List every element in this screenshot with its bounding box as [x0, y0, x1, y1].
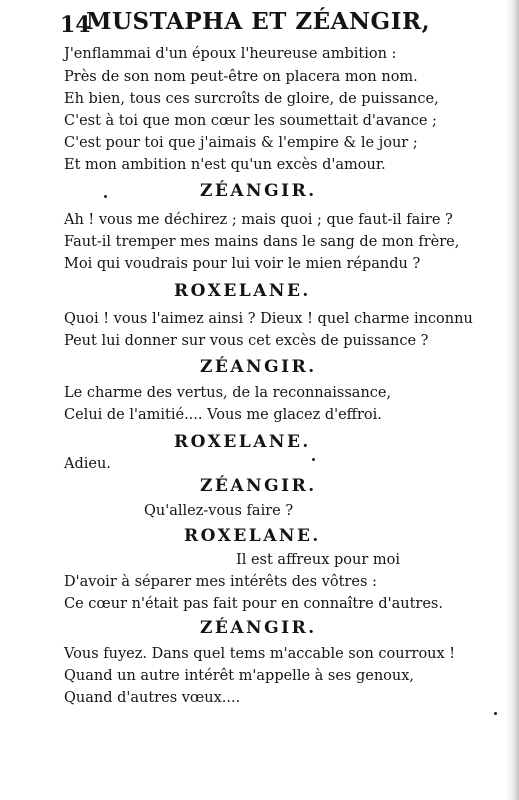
print-speck [104, 195, 107, 198]
verse-line: Quoi ! vous l'aimez ainsi ? Dieux ! quel charme inconnu [64, 311, 473, 327]
speaker-name: ZÉANGIR. [200, 357, 317, 377]
running-title: MUSTAPHA ET ZÉANGIR, [86, 8, 431, 35]
speaker-name: ZÉANGIR. [200, 476, 317, 496]
verse-line: Faut-il tremper mes mains dans le sang de mon frère, [64, 234, 460, 250]
speaker-name: ZÉANGIR. [200, 618, 317, 638]
verse-line: Qu'allez-vous faire ? [144, 503, 294, 519]
verse-line: D'avoir à séparer mes intérêts des vôtres : [64, 574, 377, 590]
verse-line: Vous fuyez. Dans quel tems m'accable son courroux ! [64, 646, 456, 662]
scan-edge-shadow [505, 0, 519, 800]
speaker-name: ROXELANE. [184, 526, 321, 546]
print-speck [312, 458, 315, 461]
verse-line: Près de son nom peut-être on placera mon nom. [64, 69, 418, 85]
speaker-name: ZÉANGIR. [200, 181, 317, 201]
verse-line: Adieu. [64, 456, 111, 472]
verse-line: Quand un autre intérêt m'appelle à ses genoux, [64, 668, 415, 684]
verse-line: Celui de l'amitié.... Vous me glacez d'effroi. [64, 407, 382, 423]
verse-line: C'est à toi que mon cœur les soumettait d'avance ; [64, 113, 437, 129]
verse-line: Le charme des vertus, de la reconnaissance, [64, 385, 392, 401]
verse-line: Il est affreux pour moi [236, 552, 401, 568]
verse-line: Moi qui voudrais pour lui voir le mien répandu ? [64, 256, 421, 272]
verse-line: C'est pour toi que j'aimais & l'empire & le jour ; [64, 135, 418, 151]
page-header [60, 4, 431, 40]
verse-line: Et mon ambition n'est qu'un excès d'amour. [64, 157, 386, 173]
verse-line: Eh bien, tous ces surcroîts de gloire, de puissance, [64, 91, 439, 107]
verse-line: Ce cœur n'était pas fait pour en connaître d'autres. [64, 596, 443, 612]
verse-line: Peut lui donner sur vous cet excès de puissance ? [64, 333, 429, 349]
page-number: 14 [60, 12, 91, 38]
print-speck [494, 712, 497, 715]
verse-line: J'enflammai d'un époux l'heureuse ambition : [64, 46, 397, 62]
verse-line: Ah ! vous me déchirez ; mais quoi ; que faut-il faire ? [64, 212, 453, 228]
verse-line: Quand d'autres vœux.... [64, 690, 241, 706]
speaker-name: ROXELANE. [174, 281, 311, 301]
speaker-name: ROXELANE. [174, 432, 311, 452]
